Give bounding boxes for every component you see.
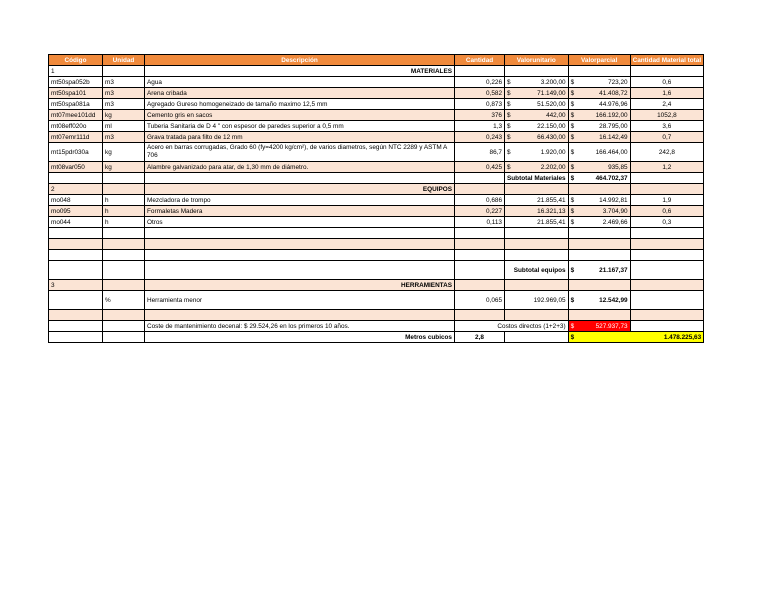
valorunitario-cell: [505, 162, 569, 173]
currency-symbol: $: [570, 111, 575, 119]
codigo-cell: mt08eff020o: [49, 121, 103, 132]
metros-cubicos-label: Metros cubicos: [145, 332, 455, 343]
codigo-cell: mt50spa081a: [49, 99, 103, 110]
cantidad-cell: 376: [455, 110, 505, 121]
descripcion-cell: Acero en barras corrugadas, Grado 60 (fy=4200 kg/cm²), de varios diametros, según NTC 2289 y ASTM A 706: [145, 143, 455, 162]
section-number: 1: [49, 66, 103, 77]
codigo-cell: mt07emr111d: [49, 132, 103, 143]
currency-symbol: $: [570, 207, 575, 215]
section-row-materiales: [49, 66, 704, 77]
empty-row: [49, 310, 704, 321]
descripcion-cell: Arena cribada: [145, 88, 455, 99]
cantidad-cell: 0,582: [455, 88, 505, 99]
cantidad-cell: 0,226: [455, 77, 505, 88]
currency-symbol: $: [570, 89, 575, 97]
codigo-cell: mo095: [49, 206, 103, 217]
unidad-cell: kg: [103, 143, 145, 162]
empty-row: [49, 250, 704, 261]
currency-symbol: $: [507, 133, 511, 141]
valorunitario-cell: 21.855,41: [505, 217, 569, 228]
valorunitario-cell-value: 66.430,00: [537, 133, 566, 141]
total-cell: 1,9: [630, 195, 704, 206]
valorparcial-cell: [568, 110, 630, 121]
valorunitario-cell: [505, 143, 569, 162]
descripcion-cell: Mezcladora de trompo: [145, 195, 455, 206]
descripcion-cell: Agua: [145, 77, 455, 88]
total-cell: 2,4: [630, 99, 704, 110]
valorunitario-cell-value: 51.520,00: [537, 100, 566, 108]
descripcion-cell: Agregado Gureso homogeneizado de tamaño maximo 12,5 mm: [145, 99, 455, 110]
valorparcial-cell-value: 2.469,66: [602, 218, 628, 226]
table-row: [49, 88, 704, 99]
currency-symbol: $: [507, 100, 511, 108]
valorunitario-cell-value: 2.202,00: [540, 163, 566, 171]
cantidad-cell: 0,065: [455, 291, 505, 310]
descripcion-cell: Tuberia Sanitaria de D 4 " con espesor de paredes superior a 0,5 mm: [145, 121, 455, 132]
unidad-cell: kg: [103, 110, 145, 121]
descripcion-cell: Alambre galvanizado para atar, de 1,30 mm de diámetro.: [145, 162, 455, 173]
subtotal-equipos-row: [49, 261, 704, 280]
valorunitario-cell-value: 22.150,00: [537, 122, 566, 130]
valorparcial-cell: [568, 99, 630, 110]
table-row: [49, 121, 704, 132]
header-cantidad-material-total: Cantidad Material total: [630, 55, 704, 66]
valorparcial-cell-value: 28.795,00: [599, 122, 628, 130]
total-cell: 242,8: [630, 143, 704, 162]
unidad-cell: h: [103, 206, 145, 217]
unidad-cell: m3: [103, 77, 145, 88]
section-number: 2: [49, 184, 103, 195]
total-cell: 0,3: [630, 217, 704, 228]
currency-symbol: $: [507, 148, 511, 156]
presupuesto-table: [48, 54, 704, 343]
valorparcial-cell: [568, 121, 630, 132]
unidad-cell: h: [103, 217, 145, 228]
cantidad-cell: 0,243: [455, 132, 505, 143]
cantidad-cell: 0,873: [455, 99, 505, 110]
valorparcial-cell: [568, 291, 630, 310]
valorunitario-cell: 21.855,41: [505, 195, 569, 206]
valorparcial-cell-value: 723,20: [608, 78, 628, 86]
valorparcial-cell-value: 41.408,72: [599, 89, 628, 97]
table-row: [49, 132, 704, 143]
valorparcial-cell-value: 3.704,90: [602, 207, 628, 215]
header-valorparcial: Valorparcial: [568, 55, 630, 66]
valorunitario-cell-value: 3.200,00: [540, 78, 566, 86]
unidad-cell: kg: [103, 162, 145, 173]
subtotal-equipos: [568, 261, 630, 280]
valorunitario-cell: [505, 77, 569, 88]
currency-symbol: $: [570, 100, 575, 108]
costos-directos: [568, 321, 630, 332]
table-row: [49, 291, 704, 310]
table-row: [49, 162, 704, 173]
empty-row: [49, 239, 704, 250]
table-row: [49, 77, 704, 88]
valorparcial-cell-value: 44.976,96: [599, 100, 628, 108]
unidad-cell: m3: [103, 99, 145, 110]
currency-symbol: $: [570, 296, 575, 304]
valorparcial-cell: [568, 195, 630, 206]
descripcion-cell: Cemento gris en sacos: [145, 110, 455, 121]
valorparcial-cell-value: 935,85: [608, 163, 628, 171]
valorparcial-cell: [568, 206, 630, 217]
currency-symbol: $: [570, 174, 575, 182]
valorparcial-cell-value: 166.192,00: [595, 111, 628, 119]
currency-symbol: $: [507, 111, 511, 119]
section-title: EQUIPOS: [145, 184, 455, 195]
unidad-cell: m3: [103, 88, 145, 99]
descripcion-cell: Otros: [145, 217, 455, 228]
valorparcial-cell-value: 16.142,49: [599, 133, 628, 141]
descripcion-cell: Grava tratada para filto de 12 mm: [145, 132, 455, 143]
valorunitario-cell: [505, 121, 569, 132]
empty-row: [49, 228, 704, 239]
unidad-cell: m3: [103, 132, 145, 143]
header-descripcion: Descripción: [145, 55, 455, 66]
table-row: [49, 99, 704, 110]
subtotal-equipos-label: Subtotal equipos: [505, 261, 569, 280]
section-row-herramientas: [49, 280, 704, 291]
section-row-equipos: [49, 184, 704, 195]
valorparcial-cell: [568, 217, 630, 228]
currency-symbol: $: [570, 133, 575, 141]
table-row: [49, 195, 704, 206]
total-general: [568, 332, 704, 343]
unidad-cell: h: [103, 195, 145, 206]
currency-symbol: $: [570, 218, 575, 226]
currency-symbol: $: [570, 122, 575, 130]
table-row: [49, 143, 704, 162]
currency-symbol: $: [570, 266, 575, 274]
mantenimiento-note: Coste de mantenimiento decenal: $ 29.524,26 en los primeros 10 años.: [145, 321, 455, 332]
header-unidad: Unidad: [103, 55, 145, 66]
costos-directos-row: [49, 321, 704, 332]
section-number: 3: [49, 280, 103, 291]
total-cell: 0,6: [630, 206, 704, 217]
valorunitario-cell-value: 1.920,00: [540, 148, 566, 156]
currency-symbol: $: [507, 78, 511, 86]
currency-symbol: $: [507, 163, 511, 171]
valorunitario-cell: [505, 110, 569, 121]
valorparcial-cell: [568, 162, 630, 173]
valorunitario-cell-value: 442,00: [546, 111, 566, 119]
total-cell: 1,2: [630, 162, 704, 173]
valorunitario-cell: [505, 88, 569, 99]
codigo-cell: mt07mee101dd: [49, 110, 103, 121]
section-title: MATERIALES: [145, 66, 455, 77]
total-general-value: 1.478.225,63: [663, 333, 702, 341]
cantidad-cell: 0,425: [455, 162, 505, 173]
unidad-cell: %: [103, 291, 145, 310]
subtotal-materiales: [568, 173, 630, 184]
currency-symbol: $: [570, 78, 575, 86]
subtotal-materiales-value: 464.702,37: [595, 174, 628, 182]
currency-symbol: $: [570, 333, 575, 341]
valorparcial-cell-value: 166.464,00: [595, 148, 628, 156]
unidad-cell: ml: [103, 121, 145, 132]
cantidad-cell: 86,7: [455, 143, 505, 162]
table-row: [49, 217, 704, 228]
valorunitario-cell: [505, 99, 569, 110]
total-cell: 0,6: [630, 77, 704, 88]
cantidad-cell: 1,3: [455, 121, 505, 132]
metros-cubicos-row: [49, 332, 704, 343]
currency-symbol: $: [570, 196, 575, 204]
currency-symbol: $: [570, 148, 575, 156]
total-cell: 1,6: [630, 88, 704, 99]
total-cell: 3,6: [630, 121, 704, 132]
valorparcial-cell-value: 14.992,81: [599, 196, 628, 204]
header-row: [49, 55, 704, 66]
table-row: [49, 206, 704, 217]
costos-directos-label: Costos directos (1+2+3): [455, 321, 569, 332]
codigo-cell: mt15pdr030a: [49, 143, 103, 162]
valorunitario-cell: [505, 132, 569, 143]
cantidad-cell: 0,227: [455, 206, 505, 217]
codigo-cell: mt50spa101: [49, 88, 103, 99]
currency-symbol: $: [507, 89, 511, 97]
valorunitario-cell-value: 71.149,00: [537, 89, 566, 97]
codigo-cell: mt08var050: [49, 162, 103, 173]
total-cell: 1052,8: [630, 110, 704, 121]
valorunitario-cell: 192.969,05: [505, 291, 569, 310]
valorparcial-cell-value: 12.542,99: [599, 296, 628, 304]
section-title: HERRAMIENTAS: [145, 280, 455, 291]
valorparcial-cell: [568, 77, 630, 88]
cantidad-cell: 0,113: [455, 217, 505, 228]
codigo-cell: mt50spa052b: [49, 77, 103, 88]
header-valorunitario: Valorunitario: [505, 55, 569, 66]
subtotal-equipos-value: 21.167,37: [599, 266, 628, 274]
currency-symbol: $: [507, 122, 511, 130]
codigo-cell: mo048: [49, 195, 103, 206]
descripcion-cell: Herramienta menor: [145, 291, 455, 310]
descripcion-cell: Formaletas Madera: [145, 206, 455, 217]
subtotal-materiales-row: [49, 173, 704, 184]
codigo-cell: mo044: [49, 217, 103, 228]
valorparcial-cell: [568, 88, 630, 99]
cantidad-cell: 0,686: [455, 195, 505, 206]
currency-symbol: $: [570, 322, 575, 330]
header-codigo: Código: [49, 55, 103, 66]
costos-directos-value: 527.937,73: [595, 322, 628, 330]
valorunitario-cell: 16.321,13: [505, 206, 569, 217]
valorparcial-cell: [568, 132, 630, 143]
metros-cubicos-value: 2,8: [455, 332, 505, 343]
table-row: [49, 110, 704, 121]
valorparcial-cell: [568, 143, 630, 162]
header-cantidad: Cantidad: [455, 55, 505, 66]
currency-symbol: $: [570, 163, 575, 171]
subtotal-materiales-label: Subtotal Materiales: [505, 173, 569, 184]
total-cell: 0,7: [630, 132, 704, 143]
